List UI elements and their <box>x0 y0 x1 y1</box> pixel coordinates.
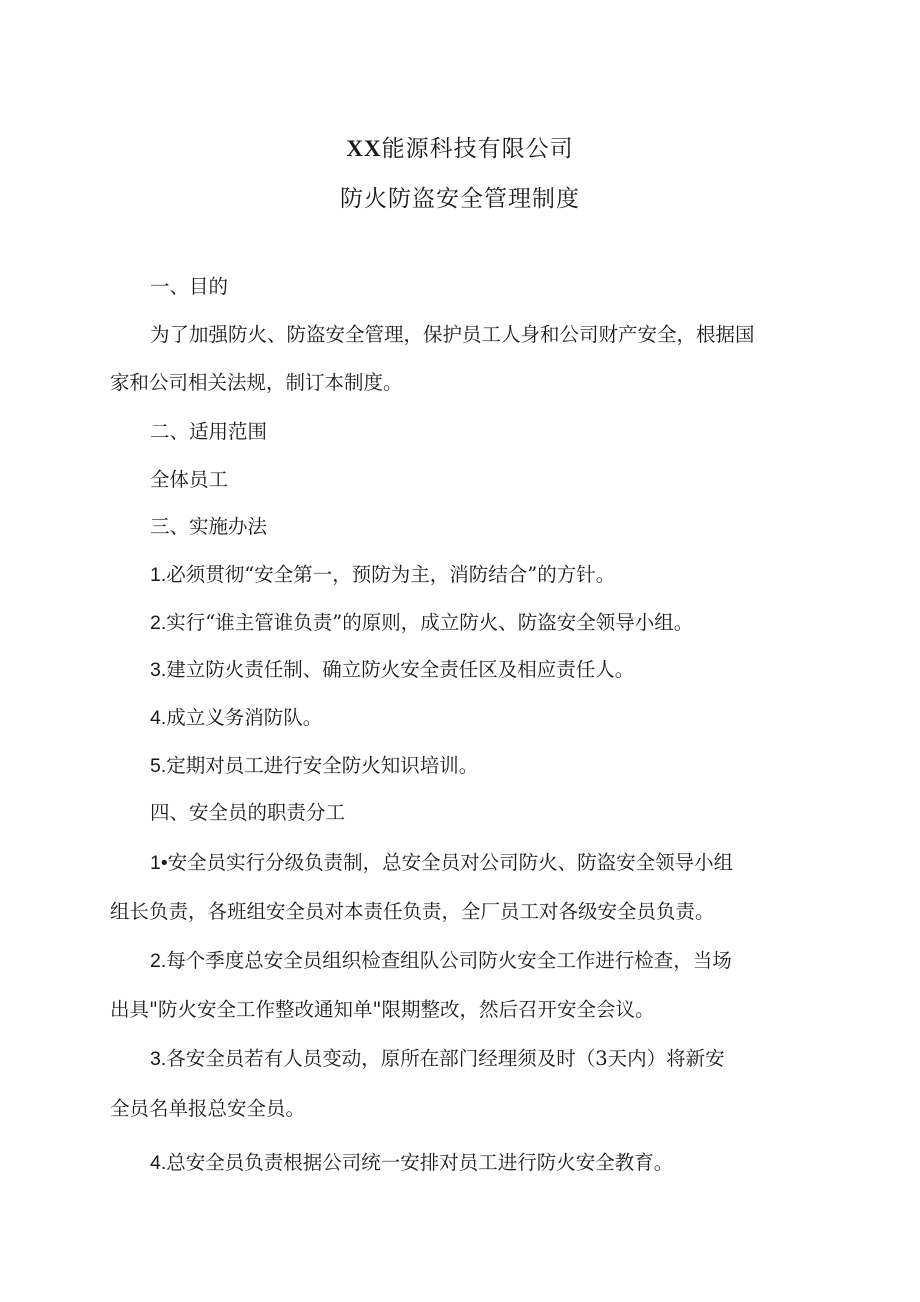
item-number: 4. <box>150 1152 167 1174</box>
duty-item-1-line-1 <box>150 853 733 874</box>
section-heading-measures: 三、实施办法 <box>150 515 268 538</box>
purpose-paragraph-line-2: 家和公司相关法规，制订本制度。 <box>110 371 403 394</box>
item-number: 1• <box>150 852 168 874</box>
duty-item-4 <box>150 1153 673 1174</box>
item-number: 3. <box>150 1048 167 1070</box>
item-text: 每个季度总安全员组织检查组队公司防火安全工作进行检查，当场 <box>166 949 732 972</box>
company-prefix: XX <box>346 136 382 161</box>
item-number: 4. <box>150 707 167 729</box>
item-number: 1. <box>150 564 167 586</box>
item-text: 成立义务消防队。 <box>166 706 323 729</box>
measure-item-3 <box>150 660 634 681</box>
section-heading-scope: 二、适用范围 <box>150 420 268 443</box>
item-text: 总安全员负责根据公司统一安排对员工进行防火安全教育。 <box>166 1151 674 1174</box>
item-text: 各安全员若有人员变动，原所在部门经理须及时（3天内）将新安 <box>166 1047 725 1070</box>
company-name <box>0 130 920 163</box>
duty-item-1-line-2: 组长负责，各班组安全员对本责任负责，全厂员工对各级安全员负责。 <box>110 900 715 923</box>
purpose-paragraph-line-1: 为了加强防火、防盗安全管理，保护员工人身和公司财产安全，根据国 <box>150 323 755 346</box>
item-text: 必须贯彻“安全第一，预防为主，消防结合”的方针。 <box>166 563 616 586</box>
section-heading-purpose: 一、目的 <box>150 275 229 298</box>
measure-item-4 <box>150 708 322 729</box>
item-number: 5. <box>150 755 167 777</box>
company-name-rest: 能源科技有限公司 <box>381 136 574 162</box>
document-title: 防火防盗安全管理制度 <box>340 186 580 212</box>
duty-item-3-line-1 <box>150 1049 725 1070</box>
section-heading-duties: 四、安全员的职责分工 <box>150 801 346 824</box>
item-text: 安全员实行分级负责制，总安全员对公司防火、防盗安全领导小组 <box>167 851 734 874</box>
measure-item-1 <box>150 565 615 586</box>
measure-item-2 <box>150 613 693 634</box>
item-number: 3. <box>150 659 167 681</box>
item-text: 定期对员工进行安全防火知识培训。 <box>166 754 479 777</box>
duty-item-2-line-2: 出具"防火安全工作整改通知单"限期整改，然后召开安全会议。 <box>110 998 655 1021</box>
duty-item-2-line-1 <box>150 951 732 972</box>
measure-item-5 <box>150 756 478 777</box>
item-number: 2. <box>150 612 167 634</box>
scope-body: 全体员工 <box>150 468 229 491</box>
item-text: 实行“谁主管谁负责”的原则，成立防火、防盗安全领导小组。 <box>166 611 694 634</box>
item-text: 建立防火责任制、确立防火安全责任区及相应责任人。 <box>166 658 635 681</box>
duty-item-3-line-2: 全员名单报总安全员。 <box>110 1097 306 1120</box>
item-number: 2. <box>150 950 167 972</box>
